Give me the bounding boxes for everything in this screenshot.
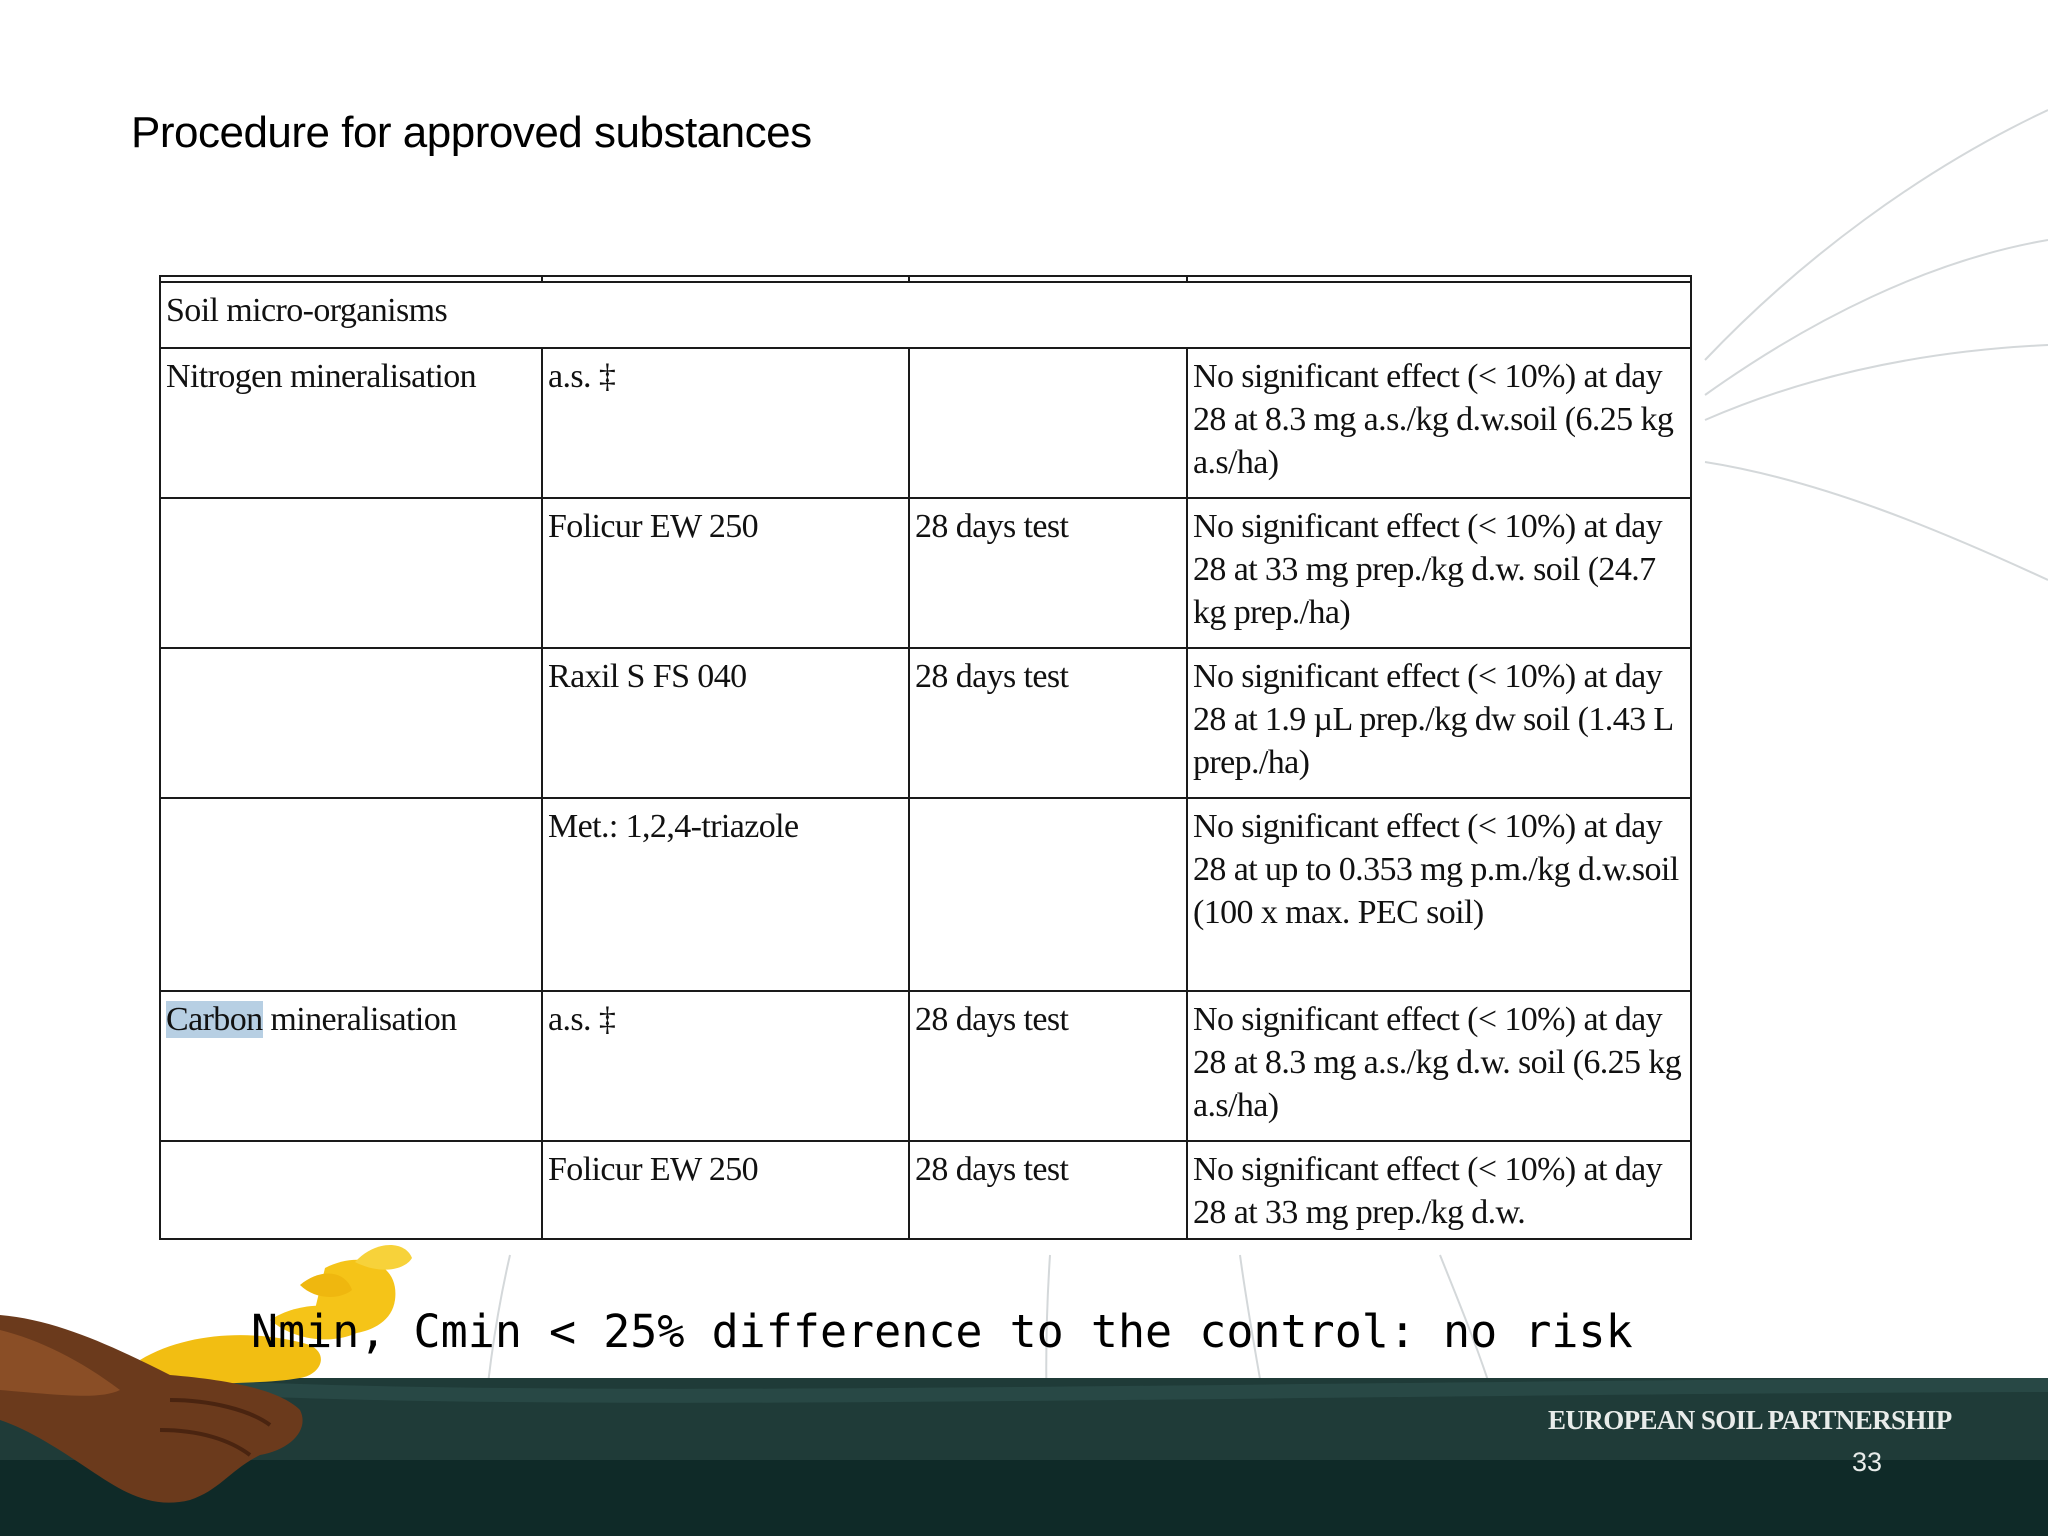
substance-cell: a.s. ‡ [542, 991, 909, 1141]
substance-cell: a.s. ‡ [542, 348, 909, 498]
endpoint-cell [160, 498, 542, 648]
endpoint-cell: Nitrogen mineralisation [160, 348, 542, 498]
footer-band [0, 1378, 2048, 1536]
table-row [160, 498, 1691, 648]
table-row [160, 1141, 1691, 1239]
endpoint-cell [160, 991, 542, 1141]
selection-highlight: Carbon [166, 1001, 263, 1038]
result-cell: No significant effect (< 10%) at day 28 at 8.3 mg a.s./kg d.w. soil (6.25 kg a.s/ha) [1187, 991, 1691, 1141]
endpoint-cell [160, 798, 542, 991]
soil-microorganisms-table [159, 275, 1692, 1240]
endpoint-cell [160, 1141, 542, 1239]
endpoint-rest: mineralisation [262, 1001, 457, 1038]
table-row [160, 348, 1691, 498]
result-cell: No significant effect (< 10%) at day 28 at 1.9 µL prep./kg dw soil (1.43 L prep./ha) [1187, 648, 1691, 798]
substance-cell: Raxil S FS 040 [542, 648, 909, 798]
test-cell: 28 days test [909, 1141, 1187, 1239]
table-row [160, 991, 1691, 1141]
result-cell: No significant effect (< 10%) at day 28 at 33 mg prep./kg d.w. soil (24.7 kg prep./ha) [1187, 498, 1691, 648]
substance-cell: Met.: 1,2,4-triazole [542, 798, 909, 991]
slide-title: Procedure for approved substances [131, 108, 812, 157]
table-section-header-row [160, 282, 1691, 348]
test-cell: 28 days test [909, 498, 1187, 648]
table-row [160, 648, 1691, 798]
result-cell: No significant effect (< 10%) at day 28 at 33 mg prep./kg d.w. [1187, 1141, 1691, 1239]
table-row [160, 798, 1691, 991]
page-number: 33 [1852, 1447, 1883, 1477]
result-cell: No significant effect (< 10%) at day 28 at 8.3 mg a.s./kg d.w.soil (6.25 kg a.s/ha) [1187, 348, 1691, 498]
endpoint-cell [160, 648, 542, 798]
result-cell: No significant effect (< 10%) at day 28 at up to 0.353 mg p.m./kg d.w.soil (100 x max. PEC soil) [1187, 798, 1691, 991]
substance-cell: Folicur EW 250 [542, 498, 909, 648]
brand-name: EUROPEAN SOIL PARTNERSHIP [1548, 1405, 1952, 1435]
test-cell: 28 days test [909, 991, 1187, 1141]
substance-cell: Folicur EW 250 [542, 1141, 909, 1239]
data-table-image [159, 275, 1690, 1235]
section-header-cell: Soil micro-organisms [160, 282, 1691, 348]
test-cell [909, 798, 1187, 991]
slide-footnote: Nmin, Cmin < 25% difference to the control: no risk [251, 1305, 1633, 1358]
test-cell: 28 days test [909, 648, 1187, 798]
test-cell [909, 348, 1187, 498]
